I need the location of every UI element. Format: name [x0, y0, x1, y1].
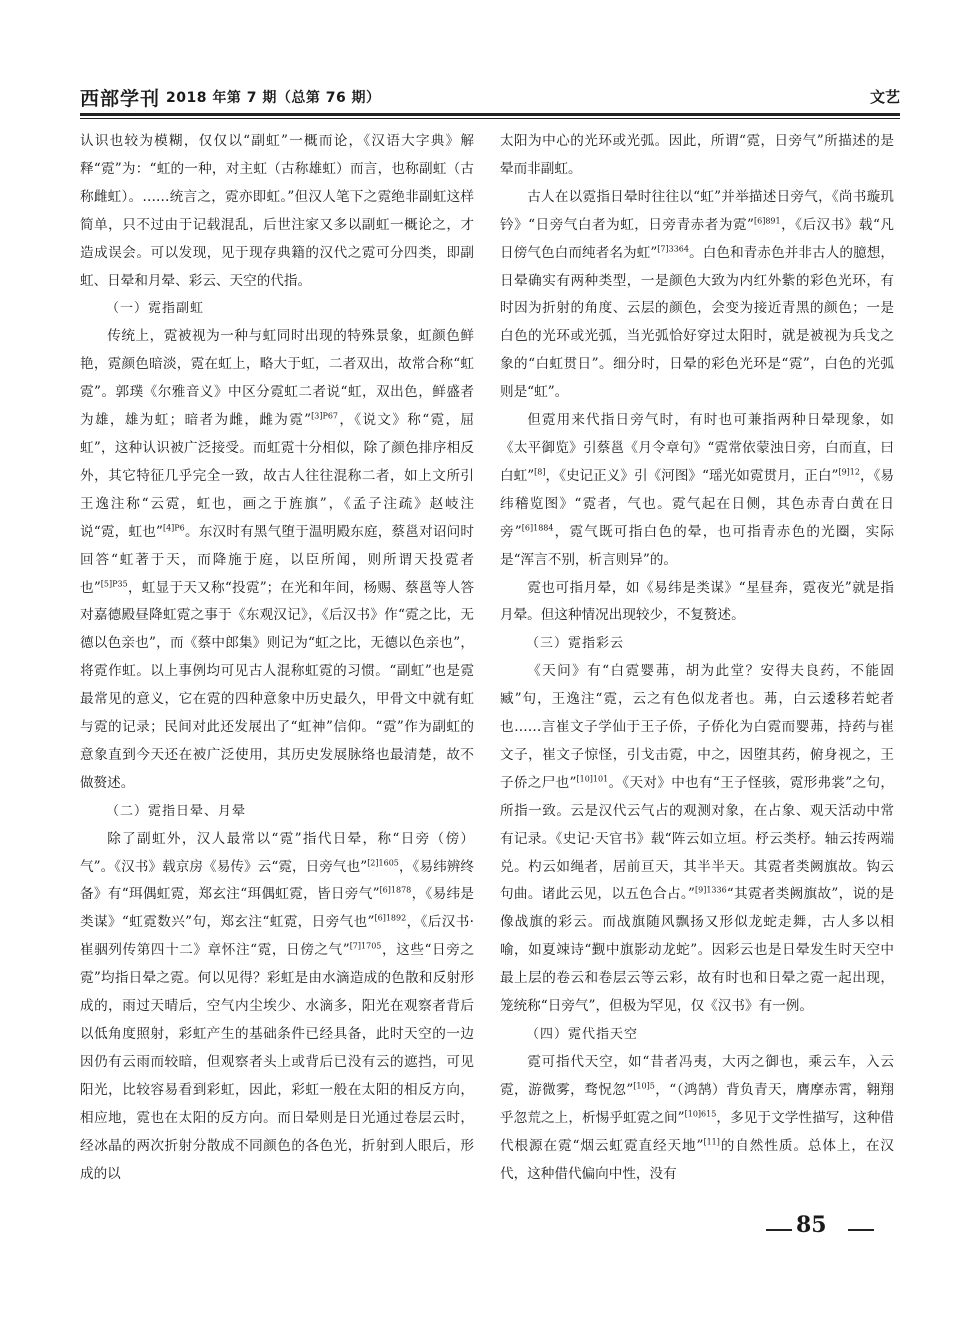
- page-number-dash-left: [766, 1229, 792, 1231]
- paragraph: 古人在以霓指日晕时往往以“虹”并举描述日旁气，《尚书璇玑钤》“日旁气白者为虹，日旁青赤者为霓”$^{[6]891}$，《后汉书》载“凡日傍气色白而纯者名为虹”$^{[7]3364}$。白色和青赤色并非古人的臆想，日晕确实有两种类型，一是颜色大致为内红外紫的彩色光环，有时因为折射的角度、云层的颜色，会变为接近青黑的颜色；一是白色的光环或光弧，当光弧恰好穿过太阳时，就是被视为兵戈之象的“白虹贯日”。细分时，日晕的彩色光环是“霓”，白色的光弧则是“虹”。: [500, 188, 895, 401]
- page-number-dash-right: [848, 1229, 874, 1231]
- paragraph: 霓也可指月晕，如《易纬是类谋》“星昼奔，霓夜光”就是指月晕。但这种情况出现较少，不复赘述。: [500, 579, 894, 624]
- journal-name: 西部学刊: [80, 88, 161, 110]
- citation: [9]12: [838, 467, 860, 477]
- citation: [6]1878: [379, 885, 412, 895]
- paragraph: 《天问》有“白霓婴茀，胡为此堂？安得夫良药，不能固臧”句，王逸注“霓，云之有色似龙者也。茀，白云逶移若蛇者也……言崔文子学仙于王子侨，子侨化为白霓而婴茀，持药与崔文子，崔文子惊怪，引戈击霓，中之，因堕其药，俯身视之，王子侨之尸也”$^{[10]101}$。《天对》中也有“王子怪骇，霓形弗裳”之句，所指一致。云是汉代云气占的观测对象，在占象、观天活动中常有记录。《史记·天官书》载“阵云如立垣。杼云类杼。轴云抟两端兑。杓云如绳者，居前亘天，其半半天。其霓者类阙旗故。钩云句曲。诸此云见，以五色合占。”$^{[9]1336}$“其霓者类阙旗故”，说的是像战旗的彩云。而战旗随风飘扬又形似龙蛇走舞，古人多以相喻，如夏竦诗“觐中旗影动龙蛇”。因彩云也是日晕发生时天空中最上层的卷云和卷层云等云彩，故有时也和日晕之霓一起出现，笼统称“日旁气”，但极为罕见，仅《汉书》有一例。: [500, 663, 894, 1015]
- citation: [5]P35: [100, 578, 128, 588]
- section-heading: （三）霓指彩云: [526, 636, 625, 652]
- page-header: [80, 84, 900, 112]
- citation: [11]: [703, 1137, 720, 1147]
- paragraph: 太阳为中心的光环或光弧。因此，所谓“霓，日旁气”所描述的是晕而非副虹。: [500, 133, 894, 177]
- section-heading: （二）霓指日晕、月晕: [106, 803, 247, 819]
- paragraph: 认识也较为模糊，仅仅以“副虹”一概而论，《汉语大字典》解释“霓”为：“虹的一种，对主虹（古称雄虹）而言，也称副虹（古称雌虹）。……统言之，霓亦即虹。”但汉人笔下之霓绝非副虹这样简单，只不过由于记载混乱，后世注家又多以副虹一概论之，才造成误会。可以发现，见于现存典籍的汉代之霓可分四类，即副虹、日晕和月晕、彩云、天空的代指。: [80, 133, 474, 289]
- right-column: [500, 128, 894, 1188]
- paragraph: 除了副虹外，汉人最常以“霓”指代日晕，称“日旁（傍）气”。《汉书》载京房《易传》云“霓，日旁气也”$^{[2]1605}$，《易纬辨终备》有“珥偶虹霓，郑玄注“珥偶虹霓，皆日旁气”$^{[6]1878}$，《易纬是类谋》“虹霓数兴”句，郑玄注“虹霓，日旁气也”$^{[6]1892}$，《后汉书·崔骃列传第四十二》章怀注“霓，日傍之气”$^{[7]1705}$，这些“日旁之霓”均指日晕之霓。何以见得？彩虹是由水滴造成的色散和反射形成的，雨过天晴后，空气内尘埃少、水滴多，阳光在观察者背后以低角度照射，彩虹产生的基础条件已经具备，此时天空的一边因仍有云雨而较暗，但观察者头上或背后已没有云的遮挡，可见阳光，比较容易看到彩虹，因此，彩虹一般在太阳的相反方向，相应地，霓也在太阳的反方向。而日晕则是日光通过卷层云时，经冰晶的两次折射分散成不同颜色的各色光，折射到人眼后，形成的以: [80, 830, 474, 1182]
- citation: [2]1605: [367, 858, 399, 868]
- citation: [10]101: [576, 774, 609, 784]
- citation: [7]3364: [657, 244, 689, 254]
- section-name: 文艺: [869, 88, 900, 106]
- citation: [10]5: [633, 1081, 655, 1091]
- section-heading: （四）霓代指天空: [526, 1027, 639, 1042]
- section-heading: （一）霓指副虹: [106, 301, 205, 317]
- citation: [6]1884: [521, 523, 554, 533]
- paragraph: 霓可指代天空，如“昔者冯夷，大丙之御也，乘云车，入云霓，游微雾，骛怳忽”$^{[10]5}$，“（鸿鹄）背负青天，膺摩赤霄，翱翔乎忽荒之上，析惕乎虹霓之间”$^{[10]615}$，多见于文学性描写，这种借代根源在霓“烟云虹霓直经天地”[11]的自然性质。总体上，在汉代，这种借代偏向中性，没有: [500, 1053, 894, 1182]
- citation: [6]891: [753, 216, 781, 226]
- citation: [6]1892: [374, 913, 407, 923]
- issue-info: 2018 年第 7 期（总第 76 期）: [166, 90, 381, 106]
- citation: [9]1336: [694, 885, 727, 895]
- header-rule-thick: [80, 113, 900, 116]
- left-column: [80, 128, 474, 1188]
- paragraph: 但霓用来代指日旁气时，有时也可兼指两种日晕现象，如《太平御览》引蔡邕《月令章句》“霓常依蒙浊日旁，白而直，曰白虹”[8]，《史记正义》引《河图》“瑶光如霓贯月，正白”$^{[9]12}$，《易纬稽览图》“霓者，气也。霓气起在日侧，其色赤青白黄在日旁”$^{[6]1884}$，霓气既可指白色的晕，也可指青赤色的光圈，实际是“浑言不别，析言则异”的。: [500, 412, 895, 568]
- citation: [7]1705: [349, 941, 382, 951]
- citation: [8]: [534, 467, 546, 477]
- header-rule-thin: [80, 118, 900, 119]
- paragraph: 传统上，霓被视为一种与虹同时出现的特殊景象，虹颜色鲜艳，霓颜色暗淡，霓在虹上，略大于虹，二者双出，故常合称“虹霓”。郭璞《尔雅音义》中区分霓虹二者说“虹，双出色，鲜盛者为雄，雄为虹；暗者为雌，雌为霓”$^{[3]P67}$，《说文》称“霓，屈虹”，这种认识被广泛接受。而虹霓十分相似，除了颜色排序相反外，其它特征几乎完全一致，故古人往往混称二者，如上文所引王逸注称“云霓，虹也，画之于旌旗”，《孟子注疏》赵岐注说“霓，虹也”$^{[4]P6}$。东汉时有黑气堕于温明殿东庭，蔡邕对诏问时回答“虹著于天，而降施于庭，以臣所闻，则所谓天投霓者也”$^{[5]P35}$，虹显于天又称“投霓”；在光和年间，杨赐、蔡邕等人答对嘉德殿昼降虹霓之事于《东观汉记》，《后汉书》作“霓之比，无德以色亲也”，而《蔡中郎集》则记为“虹之比，无德以色亲也”，将霓作虹。以上事例均可见古人混称虹霓的习惯。“副虹”也是霓最常见的意义，它在霓的四种意象中历史最久，甲骨文中就有虹与霓的记录；民间对此还发展出了“虹神”信仰。“霓”作为副虹的意象直到今天还在被广泛使用，其历史发展脉络也最清楚，故不做赘述。: [80, 328, 475, 791]
- citation: [10]615: [684, 1109, 717, 1119]
- page-number: 85: [796, 1212, 827, 1238]
- citation: [4]P6: [162, 523, 185, 533]
- citation: [3]P67: [311, 411, 339, 421]
